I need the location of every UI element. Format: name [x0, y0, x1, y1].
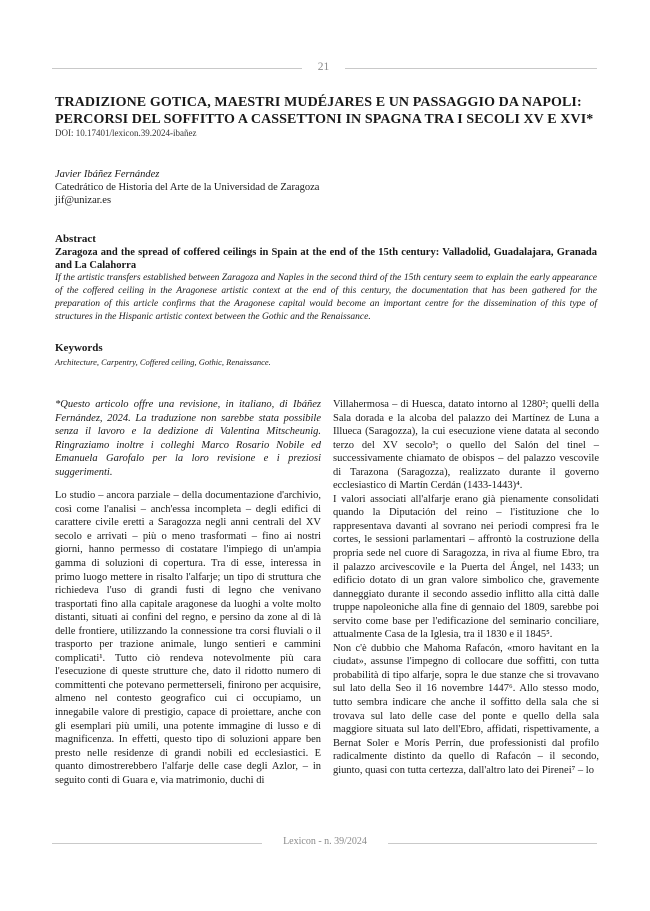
- author-name: Javier Ibáñez Fernández: [55, 169, 160, 180]
- body-paragraph-3: Non c'è dubbio che Mahoma Rafacón, «moro havitant en la ciudat», assunse l'impegno di collocare due soffitti, con tutta probabilità di tipo alfarje, sopra le due stanze che si trovavano sul lato della Seo il 16 novembre 1447⁶. Allo stesso modo, tutto sembra indicare che anche il soffitto della sala che si trovava sul lato delle case del ponte e quello della sala maggiore situata sul lato dell'Ebro, affidati, rispettivamente, a Bernat Soler e Morís Perrín, due professionisti dal profilo radicalmente distinto da quello di Rafacón – il secondo, giunto, quasi con tutta certezza, dall'altro lato dei Pirenei⁷ – lo: [333, 642, 599, 776]
- footer-rule-left: [52, 843, 262, 844]
- header-rule-left: [52, 68, 302, 69]
- author-email[interactable]: jif@unizar.es: [55, 195, 112, 206]
- translation-note: *Questo articolo offre una revisione, in italiano, di Ibáñez Fernández, 2024. La traduzione non sarebbe stata possibile senza il lavoro e la dedizione di Valentina Mitscheunig. Ringraziamo inoltre i colleghi Marco Rosario Nobile ed Emanuela Garofalo per la loro revisione e i preziosi suggerimenti.: [55, 399, 321, 478]
- abstract-subtitle: Zaragoza and the spread of coffered ceilings in Spain at the end of the 15th century: Valladolid, Guadalajara, Granada and La Calahorra: [55, 247, 597, 271]
- body-paragraph-1-cont: Villahermosa – di Huesca, datato intorno al 1280²; quelli della Sala dorada e la alcoba del palazzo dei Martínez de Luna a Illueca (Saragozza), la cui esecuzione viene datata al secondo terzo del XV secolo³; o quello del Salón del tinel – successivamente chiamato de obispos – del palazzo vescovile di Tarazona (Saragozza), realizzato durante il governo ecclesiastico di Martín Cerdán (1433-1443)⁴.: [333, 399, 599, 492]
- abstract-heading: Abstract: [55, 233, 96, 245]
- body-column-left: [55, 398, 321, 787]
- footer-rule-right: [388, 843, 597, 844]
- body-column-right: [333, 398, 599, 777]
- page-number: 21: [317, 61, 330, 73]
- body-paragraph-2: I valori associati all'alfarje erano già pienamente consolidati quando la Diputación del reino – l'istituzione che lo rappresentava davanti al sovrano nei periodi compresi fra le cortes, le sessioni parlamentari – affrontò la costruzione della propria sede nel cuore di Saragozza, in riva al fiume Ebro, tra il palazzo arcivescovile e la Puerta del Ángel, nel 1433; un edificio dotato di un gran valore simbolico che, gravemente danneggiato durante il secondo assedio inflitto alla città dalle truppe napoleoniche alla fine di gennaio del 1809, sarebbe poi servito come base per l'edificazione del seminario conciliare, attualmente Casa de la Iglesia, tra il 1830 e il 1845⁵.: [333, 493, 599, 641]
- keywords-heading: Keywords: [55, 342, 103, 354]
- body-paragraph-1: Lo studio – ancora parziale – della documentazione d'archivio, così come l'analisi – anch'essa incompleta – degli edifici di carattere civile eretti a Saragozza negli anni centrali del XV secolo e arrivati – più o meno trasformati – fino ai nostri giorni, hanno permesso di costatare l'impiego di un'ampia gamma di soluzioni di copertura. Tra di esse, interessa in primo luogo mettere in risalto l'alfarje; un tipo di struttura che richiedeva l'uso di grandi fusti di legno che venivano trasportati fino alla capitale aragonese da luoghi a volte molto distanti, situati ai confini del regno, e persino da zone al di là delle frontiere, utilizzando la connessione tra corsi fluviali o il trasporto per trazione animale, lungo sentieri e cammini complicati¹. Tutto ciò rendeva notevolmente più cara l'esecuzione di queste strutture che, dato il ridotto numero di committenti che potevano permetterseli, finirono per acquisire, almeno nel contesto geografico cui ci occupiamo, un innegabile valore di prestigio, capace di proiettare, anche con gli esemplari più umili, una potente immagine di lusso e di magnificenza. In effetti, questo tipo di soluzioni appare ben presto nelle residenze di grandi nobili ed ecclesiastici. E quanto dimostrerebbero l'alfarje delle case degli Azlor, – in seguito conti di Guara e, via matrimonio, duchi di: [55, 490, 321, 786]
- header-rule-right: [345, 68, 597, 69]
- article-title: TRADIZIONE GOTICA, MAESTRI MUDÉJARES E UN PASSAGGIO DA NAPOLI: PERCORSI DEL SOFFITTO A CASSETTONI IN SPAGNA TRA I SECOLI XV E XVI*: [55, 95, 594, 127]
- article-doi: DOI: 10.17401/lexicon.39.2024-ibañez: [55, 128, 197, 138]
- author-block: [55, 168, 595, 207]
- abstract-text: If the artistic transfers established between Zaragoza and Naples in the second third of the 15th century seem to explain the early appearance of the coffered ceiling in the Aragonese artistic context at the end of this century, the documentation that has been gathered for the preparation of this article confirms that the Aragonese capital would become an important centre for the dissemination of this type of structures in the Hispanic artistic context between the Gothic and the Renaissance.: [55, 273, 597, 322]
- author-affiliation: Catedrático de Historia del Arte de la Universidad de Zaragoza: [55, 182, 320, 193]
- keywords-text: Architecture, Carpentry, Coffered ceiling, Gothic, Renaissance.: [55, 357, 271, 367]
- footer-journal: Lexicon - n. 39/2024: [283, 836, 367, 847]
